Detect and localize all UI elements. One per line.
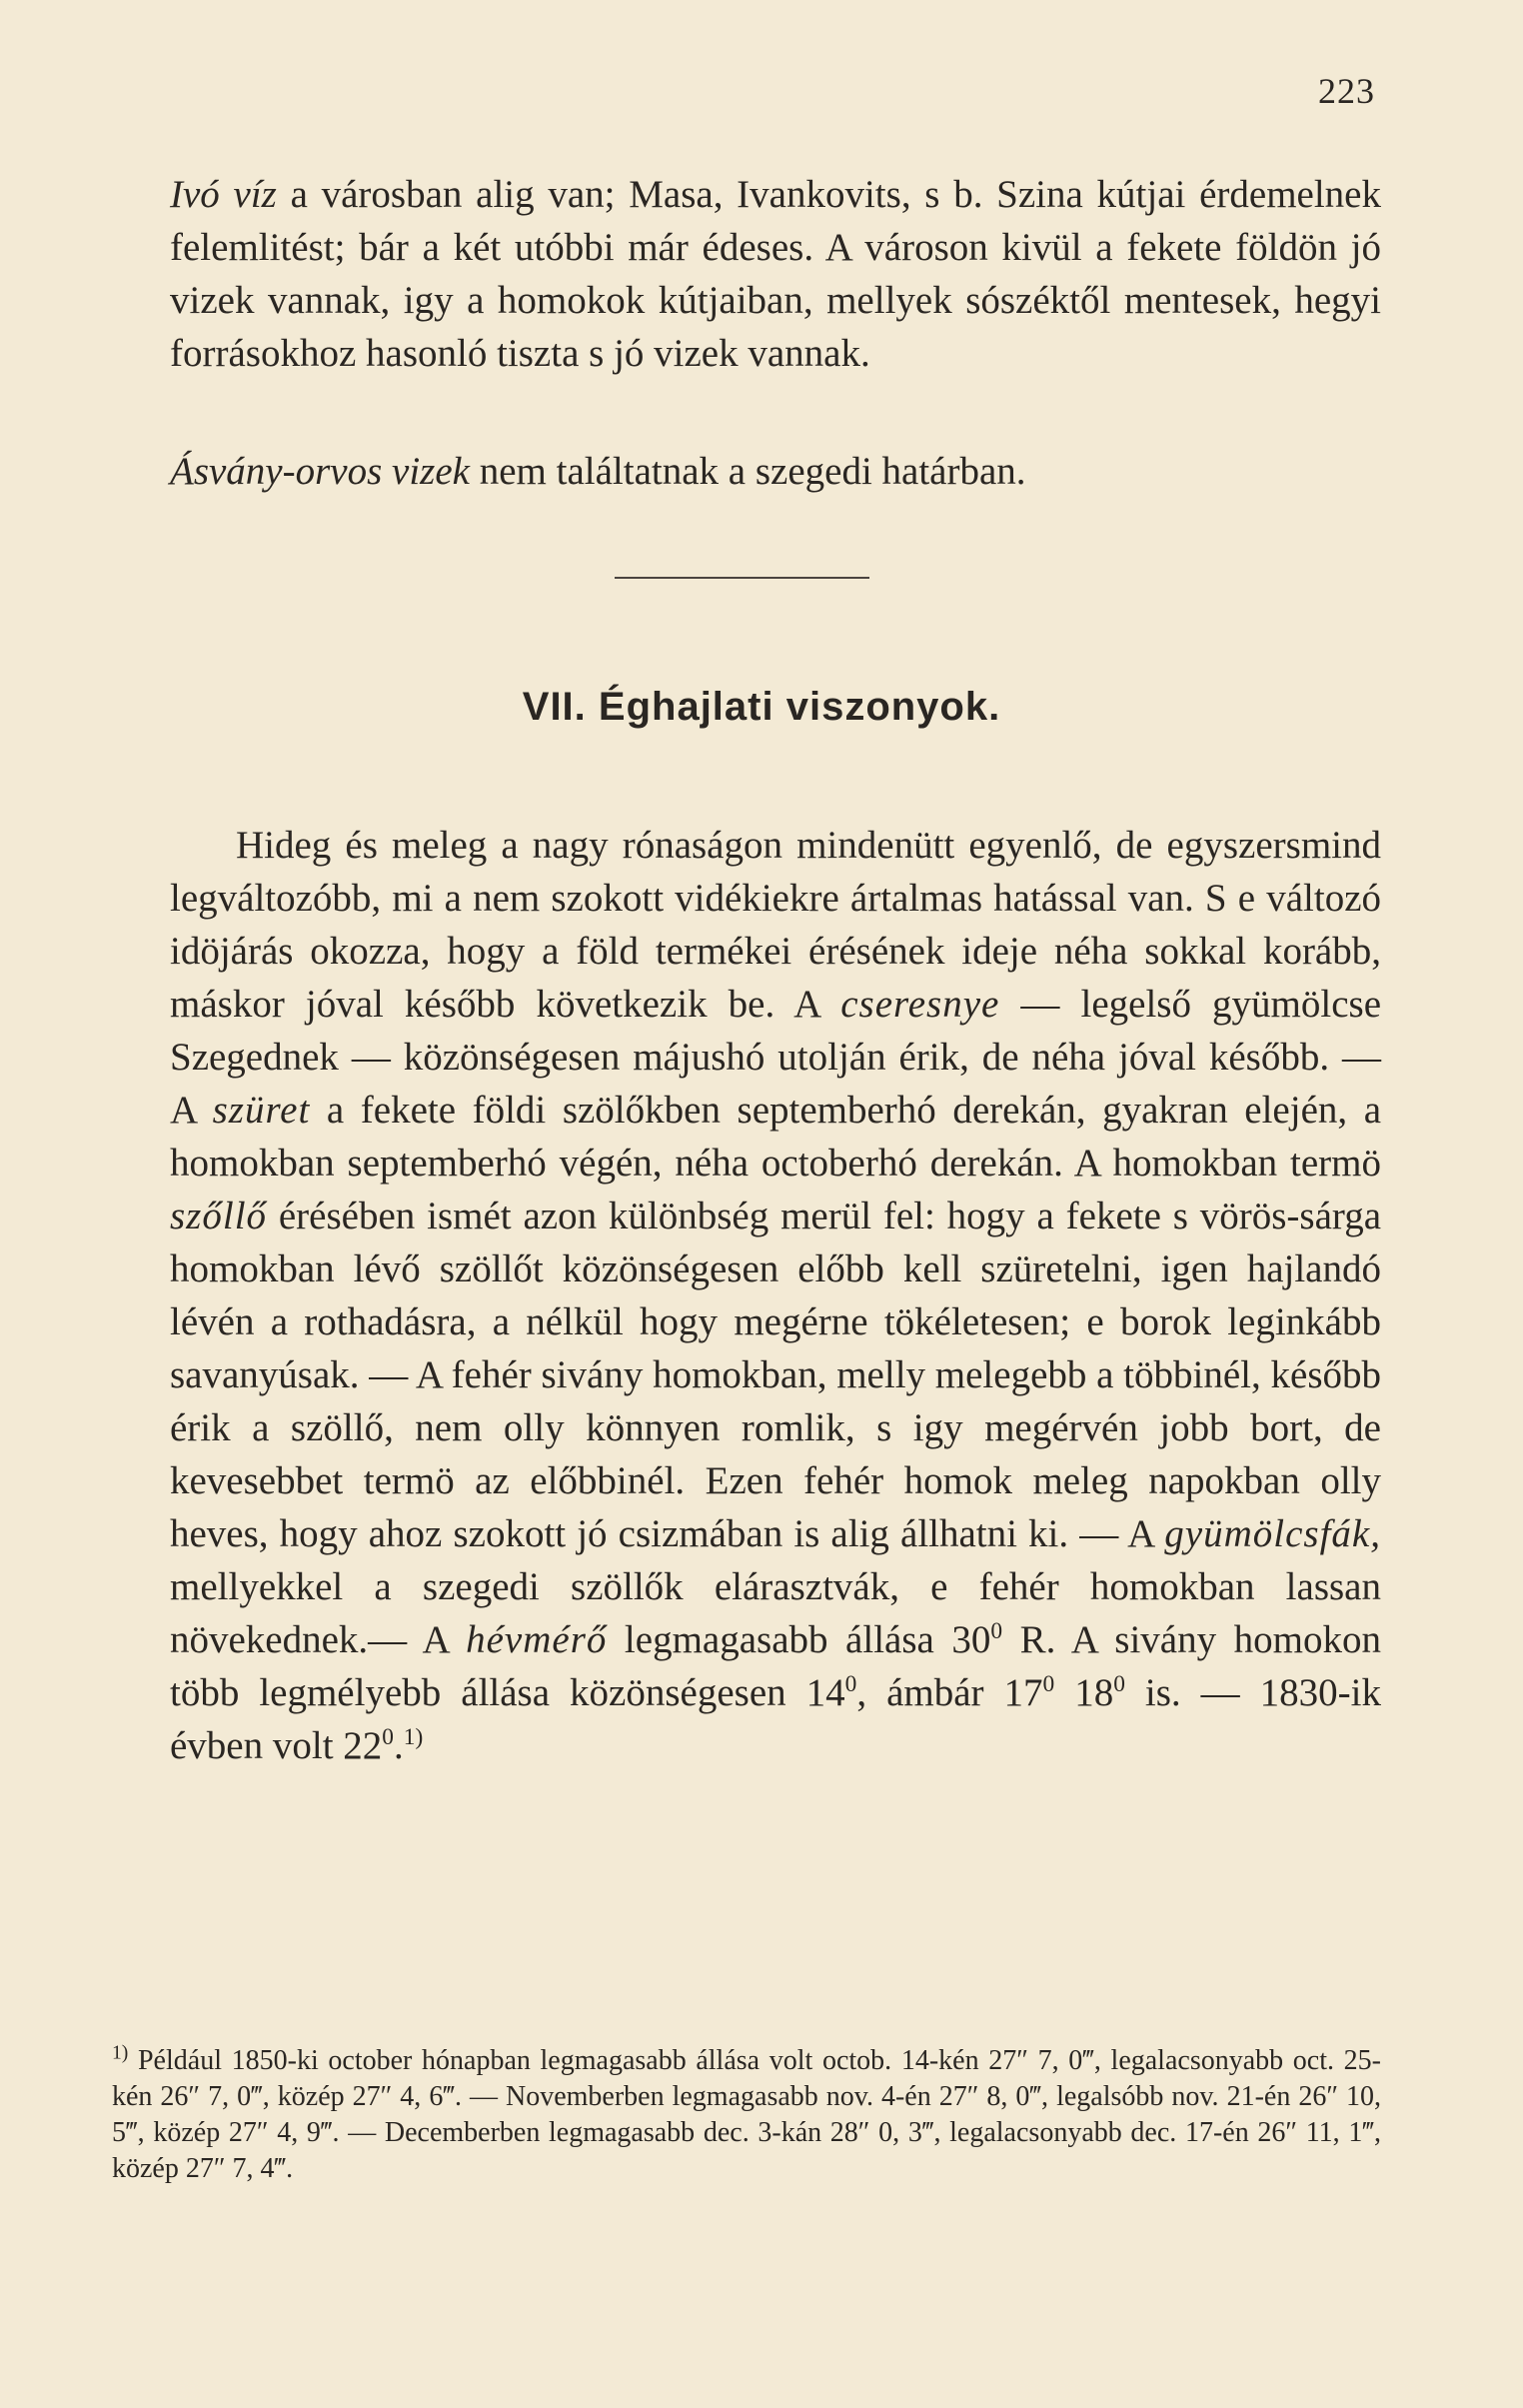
italic-term: szőllő — [170, 1195, 268, 1237]
climate-paragraph — [170, 819, 1381, 1772]
body-text: , ámbár 17 — [856, 1671, 1043, 1714]
lead-term: Ivó víz — [170, 173, 277, 216]
body-text: R. A sivány homokon több legmélyebb állása közönségesen 14 — [170, 1618, 1381, 1714]
body-text: 18 — [1054, 1671, 1114, 1714]
italic-term: hévmérő — [466, 1618, 608, 1661]
degree-mark: 0 — [1042, 1671, 1055, 1697]
body-text: legmagasabb állása 30 — [607, 1618, 991, 1661]
body-text: . — [394, 1724, 404, 1767]
body-text: mellyekkel a szegedi szöllők elárasztvák, e fehér homokban lassan növekednek.— A — [170, 1565, 1381, 1661]
body-text: is. — 1830-ik évben volt 22 — [170, 1671, 1381, 1767]
lead-term: Ásvány-orvos vizek — [170, 450, 470, 493]
footnote-marker: 1) — [112, 2042, 129, 2064]
italic-term: gyümölcsfák, — [1164, 1512, 1381, 1555]
italic-term: szüret — [212, 1089, 311, 1132]
section-heading: VII. Éghajlati viszonyok. — [522, 685, 1001, 729]
page-number: 223 — [1318, 71, 1375, 111]
body-text: — legelső gyümölcse Szegednek — közönségesen májushó utolján érik, de néha jóval később. — A — [170, 983, 1381, 1132]
paragraph-drinking-water — [170, 168, 1381, 380]
body-text: a fekete földi szölőkben septemberhó derekán, gyakran elején, a homokban septemberhó végén, néha octoberhó derekán. A homokban termö — [170, 1089, 1382, 1185]
section-divider — [615, 577, 869, 579]
paragraph-mineral-water — [170, 445, 1381, 498]
italic-term: cseresnye — [840, 983, 1000, 1026]
degree-mark: 0 — [990, 1618, 1003, 1644]
degree-mark: 0 — [1113, 1671, 1125, 1697]
degree-mark: 0 — [382, 1724, 394, 1750]
paragraph-text: nem találtatnak a szegedi határban. — [469, 450, 1026, 493]
footnote-text: Például 1850-ki october hónapban legmagasabb állása volt octob. 14-kén 27″ 7, 0‴, legalacsonyabb oct. 25-kén 26″ 7, 0‴, közép 27″ 4, 6‴. — Novemberben legmagasabb nov. 4-én 27″ 8, 0‴, legalsóbb nov. 21-én 26″ 10, 5‴, közép 27″ 4, 9‴. — Decemberben legmagasabb dec. 3-kán 28″ 0, 3‴, legalacsonyabb dec. 17-én 26″ 11, 1‴, közép 27″ 7, 4‴. — [112, 2045, 1381, 2184]
paragraph-text: a városban alig van; Masa, Ivankovits, s b. Szina kútjai érdemelnek felemlitést; bár a két utóbbi már édeses. A városon kivül a fekete földön jó vizek vannak, igy a homokok kútjaiban, mellyek sószéktől mentesek, hegyi forrásokhoz hasonló tiszta s jó vizek vannak. — [170, 173, 1381, 375]
body-text: érésében ismét azon különbség merül fel: hogy a fekete s vörös-sárga homokban lévő szöllőt közönségesen előbb kell szüretelni, igen hajlandó lévén a rothadásra, a nélkül hogy megérne tökéletesen; e borok leginkább savanyúsak. — A fehér sivány homokban, melly melegebb a többinél, később érik a szöllő, nem olly könnyen romlik, s igy megérvén jobb bort, de kevesebbet termö az előbbinél. Ezen fehér homok meleg napokban olly heves, hogy ahoz szokott jó csizmában is alig állhatni ki. — A — [170, 1195, 1381, 1555]
footnote-reference[interactable]: 1) — [403, 1724, 424, 1750]
degree-mark: 0 — [844, 1671, 857, 1697]
footnote — [112, 2043, 1381, 2187]
body-text: Hideg és meleg a nagy rónaságon mindenütt egyenlő, de egyszersmind legváltozóbb, mi a nem szokott vidékiekre ártalmas hatással van. S e változó idöjárás okozza, hogy a föld termékei érésének ideje néha sokkal korább, máskor jóval később következik be. A — [170, 824, 1381, 1026]
